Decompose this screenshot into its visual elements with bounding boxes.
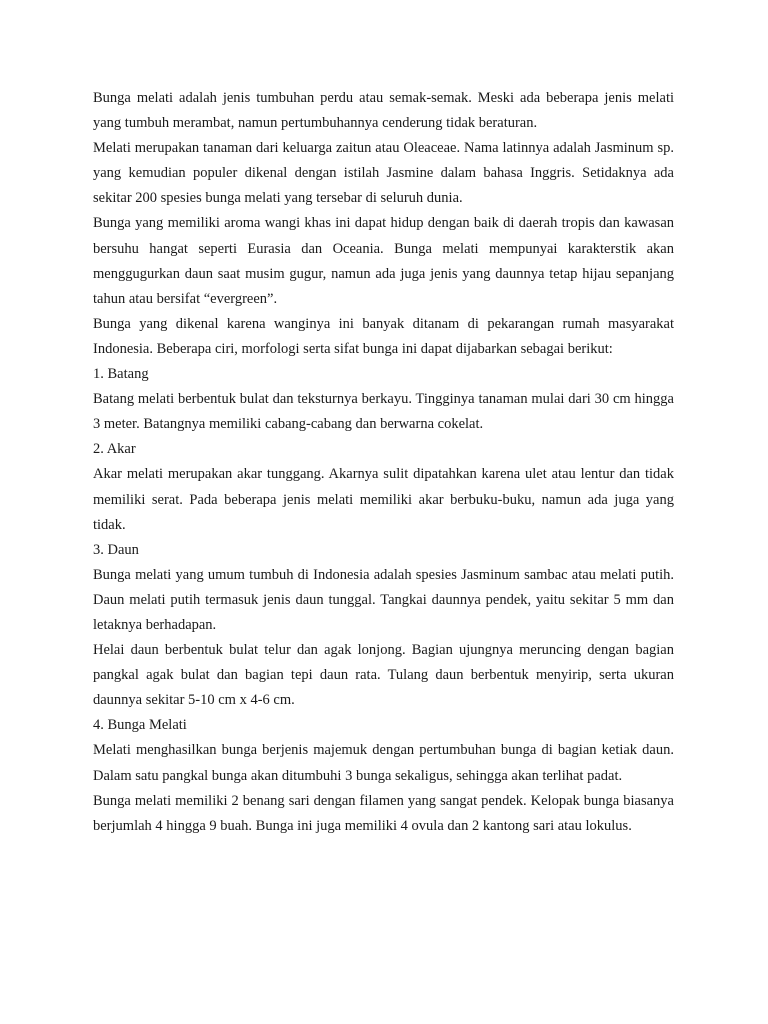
paragraph-batang: Batang melati berbentuk bulat dan teksturnya berkayu. Tingginya tanaman mulai dari 30 cm hingga 3 meter. Batangnya memiliki cabang-cabang dan berwarna cokelat. bbox=[93, 391, 674, 433]
paragraph-bunga-2: Bunga melati memiliki 2 benang sari dengan filamen yang sangat pendek. Kelopak bunga biasanya berjumlah 4 hingga 9 buah. Bunga ini juga memiliki 4 ovula dan 2 kantong sari atau lokulus. bbox=[93, 792, 674, 834]
heading-bunga-melati: 4. Bunga Melati bbox=[93, 717, 187, 734]
heading-akar: 2. Akar bbox=[93, 441, 136, 458]
heading-daun: 3. Daun bbox=[93, 541, 139, 558]
document-page bbox=[93, 86, 674, 839]
heading-batang: 1. Batang bbox=[93, 366, 149, 383]
paragraph-habitat: Bunga yang memiliki aroma wangi khas ini dapat hidup dengan baik di daerah tropis dan kawasan bersuhu hangat seperti Eurasia dan Oceania. Bunga melati mempunyai karakterstik akan menggugurkan daun saat musim gugur, namun ada juga jenis yang daunnya tetap hijau sepanjang tahun atau bersifat “evergreen”. bbox=[93, 215, 674, 307]
paragraph-morphology-intro: Bunga yang dikenal karena wanginya ini banyak ditanam di pekarangan rumah masyarakat Indonesia. Beberapa ciri, morfologi serta sifat bunga ini dapat dijabarkan sebagai berikut: bbox=[93, 315, 674, 357]
paragraph-bunga-1: Melati menghasilkan bunga berjenis majemuk dengan pertumbuhan bunga di bagian ketiak daun. Dalam satu pangkal bunga akan ditumbuhi 3 bunga sekaligus, sehingga akan terlihat padat. bbox=[93, 742, 674, 784]
paragraph-daun-2: Helai daun berbentuk bulat telur dan agak lonjong. Bagian ujungnya meruncing dengan bagian pangkal agak bulat dan bagian tepi daun rata. Tulang daun berbentuk menyirip, serta ukuran daunnya sekitar 5-10 cm x 4-6 cm. bbox=[93, 642, 674, 709]
paragraph-taxonomy: Melati merupakan tanaman dari keluarga zaitun atau Oleaceae. Nama latinnya adalah Jasminum sp. yang kemudian populer dikenal dengan istilah Jasmine dalam bahasa Inggris. Setidaknya ada sekitar 200 spesies bunga melati yang tersebar di seluruh dunia. bbox=[93, 140, 674, 207]
paragraph-daun-1: Bunga melati yang umum tumbuh di Indonesia adalah spesies Jasminum sambac atau melati putih. Daun melati putih termasuk jenis daun tunggal. Tangkai daunnya pendek, yaitu sekitar 5 mm dan letaknya berhadapan. bbox=[93, 566, 674, 633]
paragraph-akar: Akar melati merupakan akar tunggang. Akarnya sulit dipatahkan karena ulet atau lentur dan tidak memiliki serat. Pada beberapa jenis melati memiliki akar berbuku-buku, namun ada juga yang tidak. bbox=[93, 466, 674, 533]
paragraph-intro: Bunga melati adalah jenis tumbuhan perdu atau semak-semak. Meski ada beberapa jenis melati yang tumbuh merambat, namun pertumbuhannya cenderung tidak beraturan. bbox=[93, 90, 674, 132]
